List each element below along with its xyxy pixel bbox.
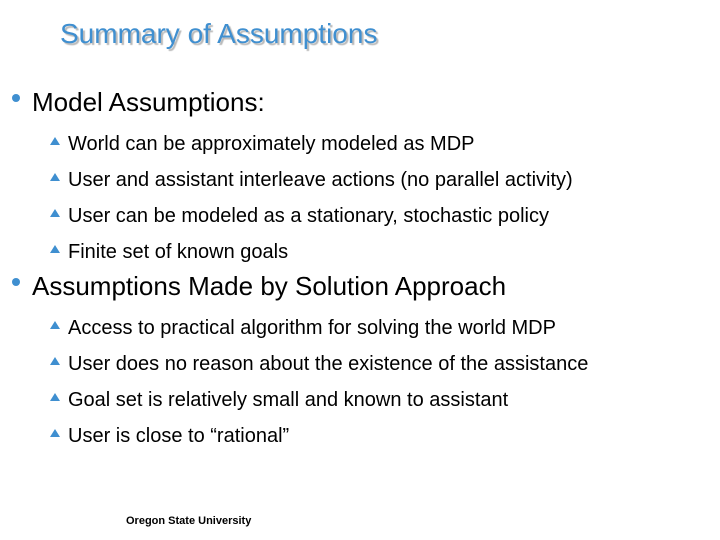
list-item-text: World can be approximately modeled as MDP [68,132,475,155]
list-item [50,234,712,270]
list-item-text: Access to practical algorithm for solving the world MDP [68,316,556,339]
section-heading [12,84,712,120]
list-item [50,382,712,418]
triangle-bullet-icon [50,209,60,217]
list-item [50,162,712,198]
footer-text: Oregon State University [126,515,252,527]
list-item-text: User does no reason about the existence of the assistance [68,352,589,375]
triangle-bullet-icon [50,393,60,401]
section-heading-text: Assumptions Made by Solution Approach [32,270,507,301]
triangle-bullet-icon [50,137,60,145]
list-item-text: User and assistant interleave actions (no parallel activity) [68,168,573,191]
triangle-bullet-icon [50,357,60,365]
list-item-text: User can be modeled as a stationary, stochastic policy [68,204,549,227]
bullet-dot-icon [12,278,20,286]
bullet-dot-icon [12,94,20,102]
section-solution-assumptions [12,268,712,454]
section-heading-text: Model Assumptions: [32,86,265,117]
list-item-text: Finite set of known goals [68,240,289,263]
list-item-text: User is close to “rational” [68,424,290,447]
section-model-assumptions [12,84,712,270]
list-item [50,418,712,454]
sub-bullet-list [12,126,712,270]
list-item-text: Goal set is relatively small and known to assistant [68,388,509,411]
list-item [50,198,712,234]
list-item [50,310,712,346]
triangle-bullet-icon [50,321,60,329]
list-item [50,346,712,382]
triangle-bullet-icon [50,245,60,253]
section-heading [12,268,712,304]
triangle-bullet-icon [50,173,60,181]
list-item [50,126,712,162]
slide-title: Summary of Assumptions [60,18,378,49]
triangle-bullet-icon [50,429,60,437]
sub-bullet-list [12,310,712,454]
